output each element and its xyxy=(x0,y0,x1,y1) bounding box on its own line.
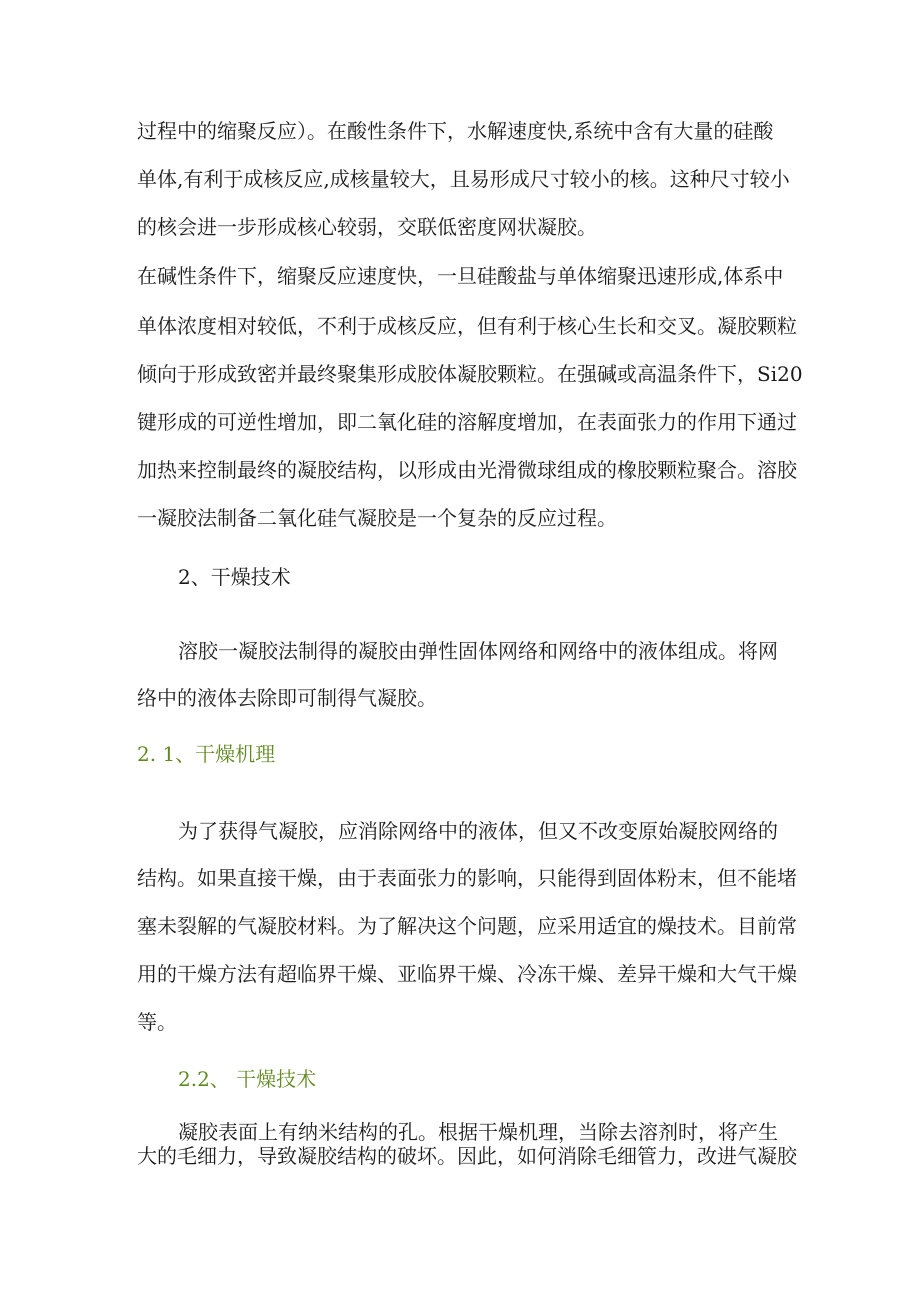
paragraph-2-line-3: 倾向于形成致密并最终聚集形成胶体凝胶颗粒。在强碱或高温条件下，Si20 xyxy=(137,362,803,386)
paragraph-4-line-3: 塞未裂解的气凝胶材料。为了解决这个问题，应采用适宜的燥技术。目前常 xyxy=(137,914,797,938)
paragraph-2-line-2: 单体浓度相对较低，不利于成核反应，但有利于核心生长和交叉。凝胶颗粒 xyxy=(137,314,797,338)
paragraph-5-line-1: 凝胶表面上有纳米结构的孔。根据干燥机理，当除去溶剂时，将产生 xyxy=(178,1120,778,1144)
paragraph-3-line-2: 络中的液体去除即可制得气凝胶。 xyxy=(137,686,437,710)
paragraph-1-line-3: 的核会进一步形成核心较弱，交联低密度网状凝胶。 xyxy=(137,215,597,239)
paragraph-5-line-2: 大的毛细力，导致凝胶结构的破坏。因此，如何消除毛细管力，改进气凝胶 xyxy=(137,1144,797,1168)
paragraph-4-line-5: 等。 xyxy=(137,1010,177,1034)
paragraph-2-line-5: 加热来控制最终的凝胶结构，以形成由光滑微球组成的橡胶颗粒聚合。溶胶 xyxy=(137,458,797,482)
paragraph-4-line-4: 用的干燥方法有超临界干燥、亚临界干燥、冷冻干燥、差异干燥和大气干燥 xyxy=(137,962,797,986)
paragraph-4-line-2: 结构。如果直接干燥，由于表面张力的影响，只能得到固体粉末，但不能堵 xyxy=(137,866,797,890)
paragraph-4-line-1: 为了获得气凝胶，应消除网络中的液体，但又不改变原始凝胶网络的 xyxy=(178,819,778,843)
section-heading-2-2: 2.2、 干燥技术 xyxy=(178,1067,317,1091)
section-heading-2-1: 2. 1、干燥机理 xyxy=(137,742,276,766)
paragraph-1-line-2: 单体,有利于成核反应,成核量较大，且易形成尺寸较小的核。这种尺寸较小 xyxy=(137,167,790,191)
paragraph-2-line-4: 键形成的可逆性增加，即二氧化硅的溶解度增加，在表面张力的作用下通过 xyxy=(137,410,797,434)
paragraph-1-line-1: 过程中的缩聚反应）。在酸性条件下，水解速度快,系统中含有大量的硅酸 xyxy=(137,119,774,143)
section-heading-2: 2、干燥技术 xyxy=(178,565,291,589)
paragraph-2-line-1: 在碱性条件下，缩聚反应速度快，一旦硅酸盐与单体缩聚迅速形成,体系中 xyxy=(137,264,784,288)
paragraph-2-line-6: 一凝胶法制备二氧化硅气凝胶是一个复杂的反应过程。 xyxy=(137,506,617,530)
paragraph-3-line-1: 溶胶一凝胶法制得的凝胶由弹性固体网络和网络中的液体组成。将网 xyxy=(178,639,778,663)
